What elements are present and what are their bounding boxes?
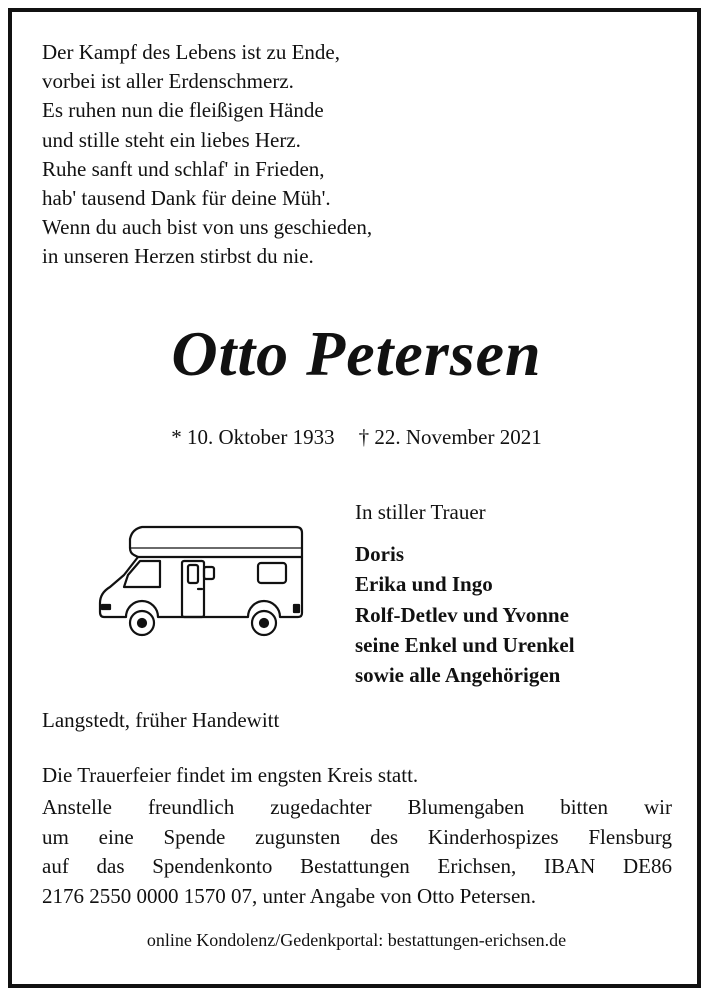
- donation-line: Anstelle freundlich zugedachter Blumengaben bitten wir: [42, 795, 672, 819]
- donation-notice: [42, 793, 672, 911]
- birth-date: * 10. Oktober 1933: [171, 425, 335, 449]
- poem: [42, 38, 372, 272]
- mourner: seine Enkel und Urenkel: [355, 632, 575, 657]
- life-dates: [0, 425, 713, 450]
- poem-line: vorbei ist aller Erdenschmerz.: [42, 69, 294, 94]
- donation-line: auf das Spendenkonto Bestattungen Erichsen, IBAN DE86: [42, 854, 672, 878]
- mourner: sowie alle Angehörigen: [355, 663, 561, 688]
- place-of-residence: Langstedt, früher Handewitt: [42, 708, 280, 732]
- poem-line: Wenn du auch bist von uns geschieden,: [42, 215, 373, 240]
- mourning-intro: In stiller Trauer: [355, 500, 486, 524]
- mourner: Rolf-Detlev und Yvonne: [355, 602, 569, 627]
- ceremony-notice: Die Trauerfeier findet im engsten Kreis statt.: [42, 763, 419, 787]
- donation-line: 2176 2550 0000 1570 07, unter Angabe von Otto Petersen.: [42, 883, 537, 908]
- mourner: Erika und Ingo: [355, 572, 493, 597]
- death-date: † 22. November 2021: [358, 425, 542, 449]
- mourner: Doris: [355, 542, 404, 566]
- poem-line: Ruhe sanft und schlaf' in Frieden,: [42, 156, 325, 181]
- poem-line: in unseren Herzen stirbst du nie.: [42, 244, 314, 269]
- poem-line: hab' tausend Dank für deine Müh'.: [42, 186, 331, 211]
- mourners-list: [355, 539, 575, 690]
- poem-line: und stille steht ein liebes Herz.: [42, 127, 301, 152]
- deceased-name: Otto Petersen: [171, 318, 542, 389]
- condolence-portal: online Kondolenz/Gedenkportal: bestattungen-erichsen.de: [146, 930, 567, 950]
- poem-line: Es ruhen nun die fleißigen Hände: [42, 98, 324, 123]
- motorhome-icon: [98, 515, 308, 645]
- poem-line: Der Kampf des Lebens ist zu Ende,: [42, 40, 340, 64]
- donation-line: um eine Spende zugunsten des Kinderhospizes Flensburg: [42, 824, 672, 849]
